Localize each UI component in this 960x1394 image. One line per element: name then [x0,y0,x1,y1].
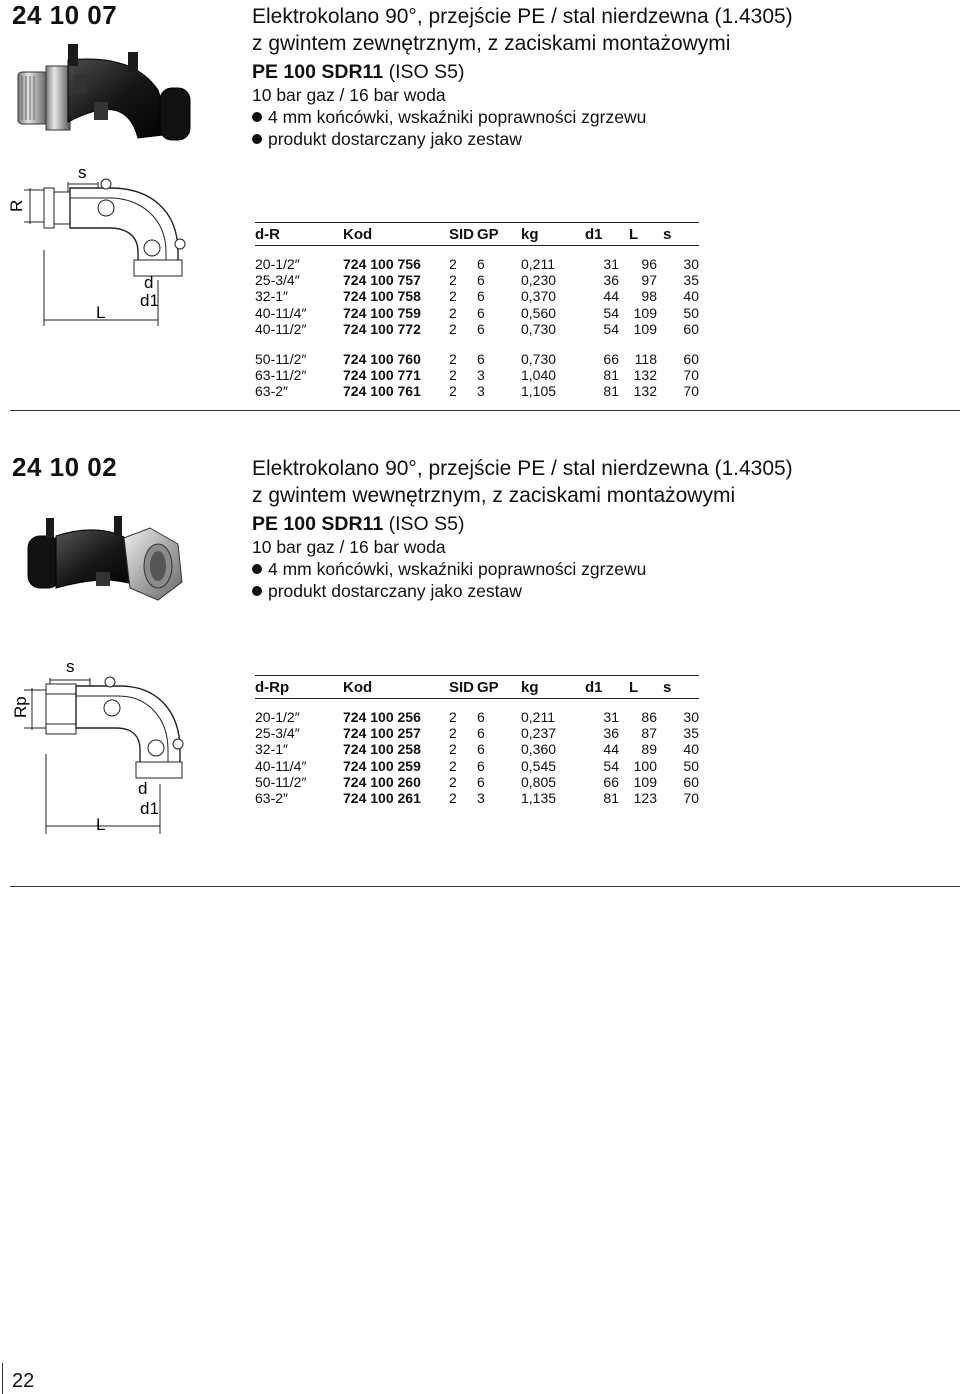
table-cell: 3 [477,367,485,384]
table-cell: 118 [634,351,657,368]
product-description [252,455,793,602]
table-cell: 30 [683,709,699,725]
table-cell: 50 [683,757,699,774]
col-header: L [629,676,663,699]
table-cell: 2 [449,383,457,400]
table-cell: 20-1/2″ [255,256,300,272]
table-body [255,699,699,807]
table-cell: 109 [633,320,657,337]
table-cell: 2 [449,320,457,337]
table-row [255,305,699,321]
table-cell: 32-1″ [255,741,288,758]
material-standard-bold: PE 100 SDR11 [252,513,384,535]
material-standard-bold: PE 100 SDR11 [252,61,384,83]
table-cell: 2 [449,773,457,790]
product-code-cell: 724 100 761 [343,383,421,400]
table-cell: 2 [449,709,457,725]
material-standard [252,512,793,536]
dim-label-L: L [96,815,106,834]
product-code-cell: 724 100 256 [343,709,421,725]
table-cell: 54 [603,304,619,321]
product-code-cell: 724 100 259 [343,757,421,774]
bullet-icon [252,134,262,144]
product-title: Elektrokolano 90°, przejście PE / stal nierdzewna (1.4305) [252,457,793,480]
table-cell: 6 [477,773,485,790]
product-code-cell: 724 100 258 [343,741,421,758]
product-photo [10,38,210,150]
table-row [255,383,699,399]
table-cell: 66 [603,351,619,368]
table-cell: 50 [683,304,699,321]
table-cell: 89 [641,741,657,758]
dim-label-s: s [66,657,75,676]
spec-table [255,675,699,806]
table-cell: 60 [683,320,699,337]
table-cell: 50-11/2″ [255,773,307,790]
table-cell: 6 [477,272,485,289]
table-cell: 0,805 [521,773,557,790]
table-cell: 87 [641,725,657,742]
col-header: Kod [343,676,449,699]
table-cell: 1,135 [521,790,557,807]
table-row [255,321,699,337]
technical-drawing [7,160,180,330]
table-cell: 0,360 [521,741,557,758]
product-code-cell: 724 100 758 [343,288,421,305]
col-header: SID [449,676,477,699]
table-cell: 81 [603,383,619,400]
feature-bullet: produkt dostarczany jako zestaw [252,580,793,602]
col-header: s [663,223,699,246]
col-header: kg [521,223,585,246]
table-cell: 2 [449,790,457,807]
table-cell: 0,230 [521,272,557,289]
table-cell: 70 [683,383,699,400]
table-cell: 70 [683,790,699,807]
table-cell: 0,545 [521,757,557,774]
table-cell: 0,237 [521,725,557,742]
table-cell: 66 [603,773,619,790]
product-code-cell: 724 100 261 [343,790,421,807]
table-row [255,741,699,757]
table-cell: 0,370 [521,288,557,305]
table-cell: 2 [449,757,457,774]
table-cell: 6 [477,320,485,337]
feature-bullet: produkt dostarczany jako zestaw [252,128,793,150]
table-cell: 100 [633,757,657,774]
table-cell: 0,730 [521,320,557,337]
dim-label-d1: d1 [140,291,159,310]
table-header-row [255,223,699,246]
product-description [252,3,793,150]
table-cell: 60 [683,773,699,790]
col-header: s [663,676,699,699]
table-cell: 1,040 [521,367,557,384]
dim-label-thread: R [7,199,26,212]
feature-bullet: 4 mm końcówki, wskaźniki poprawności zgrzewu [252,558,793,580]
table-cell: 54 [603,757,619,774]
table-cell: 6 [477,256,485,272]
table-cell: 63-2″ [255,790,288,807]
table-cell: 54 [603,320,619,337]
table-cell: 40-11/4″ [255,757,307,774]
table-cell: 3 [477,790,485,807]
table-header-row [255,676,699,699]
dim-label-thread: Rp [11,696,30,718]
material-standard-rest: (ISO S5) [383,513,465,535]
table-row [255,272,699,288]
product-code-cell: 724 100 759 [343,304,421,321]
product-code: 24 10 07 [12,0,118,30]
table-cell: 2 [449,288,457,305]
col-header: d-R [255,223,343,246]
table-cell: 97 [641,272,657,289]
table-cell: 109 [633,304,657,321]
table-cell: 6 [477,351,485,368]
material-standard [252,60,793,84]
table-cell: 30 [683,256,699,272]
section-divider [10,886,960,887]
product-code-cell: 724 100 756 [343,256,421,272]
col-header: d1 [585,676,629,699]
product-code-cell: 724 100 257 [343,725,421,742]
col-header: d-Rp [255,676,343,699]
table-cell: 6 [477,288,485,305]
table-row [255,774,699,790]
table-row [255,699,699,726]
table-cell: 98 [641,288,657,305]
table-cell: 96 [641,256,657,272]
table-cell: 2 [449,304,457,321]
table-cell: 70 [683,367,699,384]
pressure-rating: 10 bar gaz / 16 bar woda [252,537,446,557]
page-number: 22 [12,1370,35,1392]
dim-label-d: d [138,779,148,798]
table-row [255,367,699,383]
product-code-cell: 724 100 771 [343,367,421,384]
table-cell: 40-11/2″ [255,320,307,337]
table-cell: 50-11/2″ [255,351,307,368]
table-cell: 2 [449,367,457,384]
col-header: d1 [585,223,629,246]
table-row [255,351,699,367]
table-cell: 31 [603,709,619,725]
table-cell: 40-11/4″ [255,304,307,321]
table-cell: 1,105 [521,383,557,400]
table-cell: 123 [633,790,657,807]
table-cell: 6 [477,709,485,725]
col-header: GP [477,676,521,699]
table-cell: 109 [633,773,657,790]
table-cell: 0,560 [521,304,557,321]
product-code-cell: 724 100 772 [343,320,421,337]
col-header: kg [521,676,585,699]
table-cell: 2 [449,272,457,289]
table-cell: 44 [603,288,619,305]
table-cell: 31 [603,256,619,272]
table-body [255,246,699,400]
table-cell: 2 [449,741,457,758]
feature-bullet: 4 mm końcówki, wskaźniki poprawności zgrzewu [252,106,793,128]
material-standard-rest: (ISO S5) [383,61,465,83]
table-cell: 0,211 [521,256,555,272]
table-cell: 32-1″ [255,288,288,305]
spec-table [255,222,699,400]
product-title: Elektrokolano 90°, przejście PE / stal nierdzewna (1.4305) [252,5,793,28]
table-row [255,758,699,774]
table-cell: 36 [603,725,619,742]
table-cell: 35 [683,272,699,289]
table-cell: 0,211 [521,709,555,725]
table-cell: 25-3/4″ [255,725,300,742]
table-cell: 6 [477,304,485,321]
table-cell: 63-2″ [255,383,288,400]
table-cell: 3 [477,383,485,400]
bullet-icon [252,564,262,574]
table-row [255,246,699,273]
page-margin-line [2,1363,3,1394]
table-cell: 44 [603,741,619,758]
table-cell: 40 [683,288,699,305]
dim-label-d1: d1 [140,799,159,818]
pressure-rating: 10 bar gaz / 16 bar woda [252,85,446,105]
product-photo [16,514,216,610]
table-row [255,790,699,806]
table-cell: 6 [477,757,485,774]
table-cell: 40 [683,741,699,758]
bullet-icon [252,586,262,596]
dim-label-d: d [144,273,154,292]
table-cell: 132 [633,383,657,400]
table-cell: 81 [603,367,619,384]
table-row [255,288,699,304]
technical-drawing [10,654,180,834]
product-subtitle: z gwintem zewnętrznym, z zaciskami montażowymi [252,32,731,55]
table-cell: 2 [449,256,457,272]
row-group-gap [255,337,699,351]
table-cell: 20-1/2″ [255,709,300,725]
table-cell: 6 [477,741,485,758]
table-cell: 2 [449,725,457,742]
product-subtitle: z gwintem wewnętrznym, z zaciskami montażowymi [252,484,736,507]
product-code: 24 10 02 [12,452,118,482]
col-header: Kod [343,223,449,246]
dim-label-s: s [78,163,87,182]
product-code-cell: 724 100 757 [343,272,421,289]
col-header: SID [449,223,477,246]
table-cell: 6 [477,725,485,742]
dim-label-L: L [96,303,106,322]
col-header: L [629,223,663,246]
product-code-cell: 724 100 260 [343,773,421,790]
table-cell: 2 [449,351,457,368]
table-row [255,725,699,741]
product-code-cell: 724 100 760 [343,351,421,368]
bullet-icon [252,112,262,122]
table-cell: 81 [603,790,619,807]
section-divider [10,410,960,411]
table-cell: 35 [683,725,699,742]
table-cell: 86 [641,709,657,725]
table-cell: 132 [633,367,657,384]
col-header: GP [477,223,521,246]
table-cell: 36 [603,272,619,289]
table-cell: 0,730 [521,351,557,368]
table-cell: 60 [683,351,699,368]
table-cell: 25-3/4″ [255,272,300,289]
table-cell: 63-11/2″ [255,367,307,384]
